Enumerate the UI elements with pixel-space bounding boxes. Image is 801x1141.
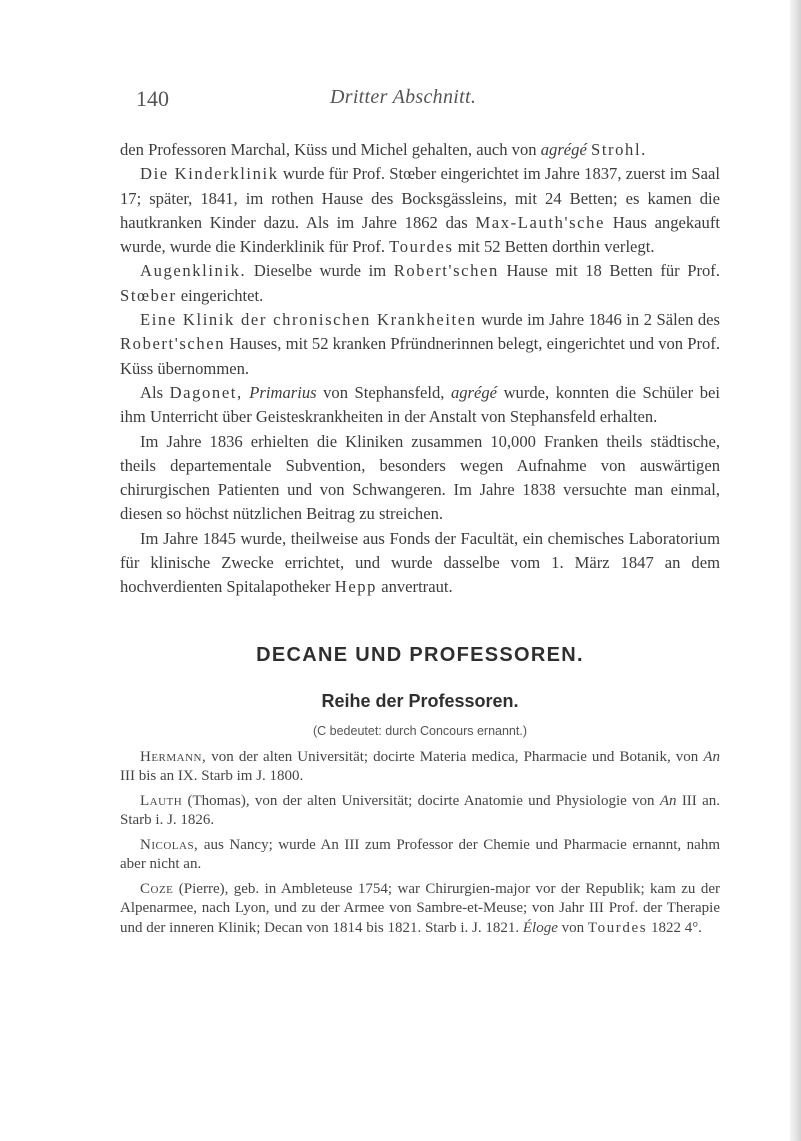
text-segment: III an. Starb i. J. 1826. (120, 792, 720, 829)
text-segment: 1822 4°. (647, 919, 702, 936)
professor-entry (120, 836, 720, 875)
text-segment: Éloge (522, 919, 558, 936)
running-title: Dritter Abschnitt. (330, 86, 477, 108)
text-segment: Robert'schen (120, 334, 226, 354)
section-heading: DECANE UND PROFESSOREN. (256, 643, 584, 666)
paragraph (120, 162, 720, 259)
section-subheading: Reihe der Professoren. (321, 690, 519, 711)
professor-name: Lauth (140, 792, 183, 809)
text-segment: Strohl. (590, 140, 647, 159)
legend-note: (C bedeutet: durch Concours ernannt.) (312, 723, 527, 738)
text-segment: An (659, 792, 677, 809)
section-spacer (120, 600, 720, 644)
paragraph (120, 308, 720, 381)
text-segment: Die Kinderklinik (140, 164, 279, 184)
professor-entry (120, 792, 720, 831)
professor-entry (120, 880, 720, 939)
page-number: 140 (136, 86, 169, 111)
paragraph (120, 381, 720, 430)
text-segment: anvertraut. (377, 577, 453, 597)
text-segment: Haus angekauft wurde, wurde die Kinderklinik für Prof. (120, 212, 720, 257)
text-segment: den Professoren Marchal, Küss und Michel gehalten, auch von (120, 140, 541, 159)
text-segment: Im Jahre 1836 erhielten die Kliniken zusammen 10,000 Franken theils städtische, theils departementale Subvention, besonders wegen Aufnahme von auswärtigen chirurgischen Patienten und von Schwangeren. Im Jahre 1838 versuchte man einmal, diesen so höchst nützlichen Beitrag zu streichen. (120, 431, 720, 524)
text-segment: von (557, 919, 588, 936)
page-edge-shadow (790, 0, 801, 1141)
text-segment: agrégé (540, 140, 587, 159)
text-segment: Tourdes (389, 237, 454, 257)
paragraph (120, 527, 720, 600)
text-segment: wurde für Prof. Stœber eingerichtet im Jahre 1837, zuerst im Saal 17; später, 1841, im rothen Hause des Bocksgässleins, mit 24 Betten; es kamen die hautkranken Kinder dazu. Als im Jahre 1862 das (120, 164, 720, 232)
text-segment: Max-Lauth'sche (475, 212, 605, 232)
text-segment: Primarius (249, 382, 317, 402)
text-segment: Hepp (334, 577, 378, 597)
text-segment: eingerichtet. (176, 285, 264, 305)
text-segment: Dieselbe wurde im (246, 261, 394, 281)
text-segment: von der alten Universität; docirte Materia medica, Pharmacie und Botanik, von (206, 748, 704, 765)
text-segment: Hauses, mit 52 kranken Pfründnerinnen belegt, eingerichtet und von Prof. Küss übernommen. (120, 334, 720, 378)
text-segment: III bis an IX. Starb im J. 1800. (120, 768, 304, 785)
text-segment: (Pierre), geb. in Ambleteuse 1754; war Chirurgien-major vor der Republik; kam zu der Alpenarmee, nach Lyon, und zu der Armee von Sambre-et-Meuse; von Jahr III Prof. der Therapie und der inneren Klinik; Decan von 1814 bis 1821. Starb i. J. 1821. (120, 880, 720, 936)
professor-name: Hermann, (140, 748, 207, 765)
text-segment: An (703, 748, 720, 765)
text-segment: Im Jahre 1845 wurde, theilweise aus Fonds der Facultät, ein chemisches Laboratorium für klinische Zwecke errichtet, und wurde dasselbe vom 1. März 1847 an dem hochverdienten Spitalapotheker (120, 528, 720, 597)
text-segment: aus Nancy; wurde An III zum Professor der Chemie und Pharmacie ernannt, nahm aber nicht an. (120, 836, 720, 873)
text-segment: Hause mit 18 Betten für Prof. (498, 261, 720, 281)
text-segment: Eine Klinik der chronischen Krankheiten (140, 310, 477, 330)
body-text (120, 138, 720, 943)
text-segment: Tourdes (587, 919, 648, 936)
text-segment: wurde im Jahre 1846 in 2 Sälen des (476, 310, 721, 330)
text-segment: (Thomas), von der alten Universität; docirte Anatomie und Physiologie von (182, 792, 660, 809)
paragraph (120, 430, 720, 527)
text-segment: Stœber (120, 285, 177, 305)
paragraph (120, 259, 720, 308)
paragraph (120, 138, 720, 162)
text-segment: von Stephansfeld, (316, 382, 451, 402)
professor-entry (120, 748, 720, 787)
text-segment: agrégé (450, 382, 498, 402)
text-segment: Dagonet, (169, 382, 243, 402)
text-segment: Robert'schen (393, 261, 499, 281)
text-segment: Als (140, 382, 170, 402)
professor-name: Nicolas, (140, 836, 199, 853)
text-segment: wurde, konnten die Schüler bei ihm Unterricht über Geisteskrankheiten in der Anstalt von Stephansfeld erhalten. (120, 382, 720, 427)
professor-name: Coze (140, 880, 174, 897)
text-segment: Augenklinik. (140, 261, 247, 281)
page-header (0, 86, 801, 116)
text-segment: mit 52 Betten dorthin verlegt. (453, 237, 655, 257)
